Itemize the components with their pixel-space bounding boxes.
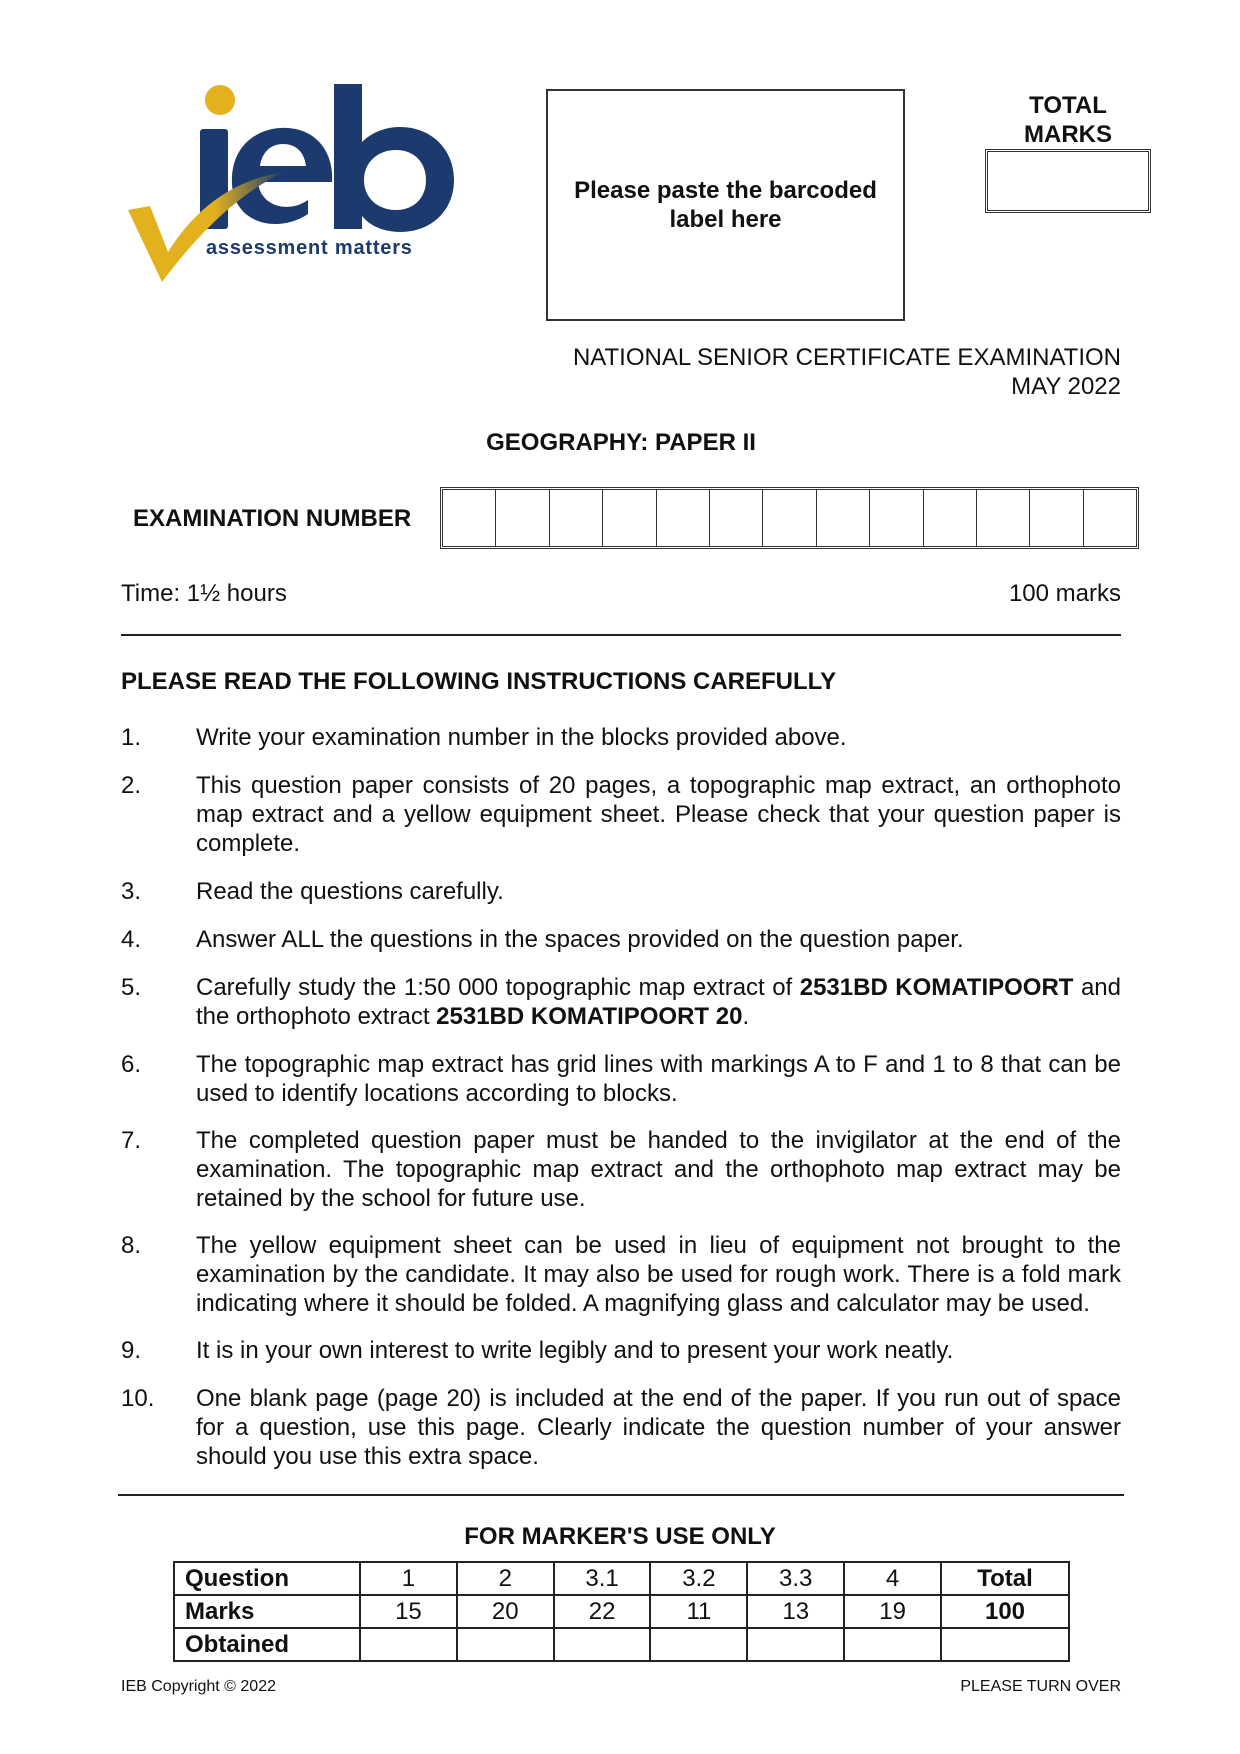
- instruction-number: 4.: [121, 926, 142, 953]
- exam-number-cell[interactable]: [870, 490, 923, 546]
- divider: [118, 1494, 1124, 1496]
- instruction-item: [121, 1336, 1121, 1365]
- marks-cell: 20: [457, 1595, 554, 1628]
- marker-table: [173, 1561, 1070, 1662]
- obtained-cell[interactable]: [457, 1628, 554, 1661]
- logo-b-shape: [334, 84, 454, 232]
- instruction-number: 10.: [121, 1385, 155, 1412]
- question-cell: 4: [844, 1562, 941, 1595]
- logo-e-shape: [232, 128, 332, 224]
- exam-number-label: EXAMINATION NUMBER: [133, 505, 412, 532]
- footer-turn-over: PLEASE TURN OVER: [960, 1678, 1121, 1695]
- instruction-number: 7.: [121, 1127, 142, 1154]
- exam-number-cell[interactable]: [763, 490, 816, 546]
- instruction-item: [121, 1384, 1121, 1471]
- paper-title: GEOGRAPHY: PAPER II: [486, 429, 756, 456]
- time-allowed: Time: 1½ hours: [121, 580, 287, 607]
- marker-use-heading: FOR MARKER'S USE ONLY: [464, 1523, 776, 1550]
- obtained-cell[interactable]: [844, 1628, 941, 1661]
- question-cell-total: Total: [941, 1562, 1069, 1595]
- row-label: Question: [174, 1562, 360, 1595]
- question-row: [174, 1562, 1069, 1595]
- question-cell: 1: [360, 1562, 457, 1595]
- instruction-text: The topographic map extract has grid lines with markings A to F and 1 to 8 that can be used to identify locations according to blocks.: [196, 1051, 1121, 1107]
- instruction-number: 2.: [121, 772, 142, 799]
- instruction-number: 8.: [121, 1232, 142, 1259]
- obtained-cell[interactable]: [650, 1628, 747, 1661]
- instruction-text: It is in your own interest to write legibly and to present your work neatly.: [196, 1337, 954, 1364]
- obtained-row: [174, 1628, 1069, 1661]
- instructions-heading: PLEASE READ THE FOLLOWING INSTRUCTIONS CAREFULLY: [121, 668, 837, 695]
- total-marks-box[interactable]: [985, 149, 1151, 213]
- exam-number-cell[interactable]: [817, 490, 870, 546]
- instruction-item: [121, 877, 1121, 906]
- instruction-text: One blank page (page 20) is included at the end of the paper. If you run out of space for a question, use this page. Clearly indicate the question number of your answer should you use this extra space.: [196, 1385, 1121, 1470]
- total-marks-text: 100 marks: [1008, 580, 1121, 607]
- exam-number-grid: [440, 487, 1139, 549]
- total-marks-label: TOTAL MARKS: [1024, 92, 1112, 148]
- ieb-logo: [128, 84, 488, 314]
- exam-number-cell[interactable]: [1084, 490, 1136, 546]
- exam-number-cell[interactable]: [924, 490, 977, 546]
- instruction-text: This question paper consists of 20 pages, a topographic map extract, an orthophoto map extract and a yellow equipment sheet. Please check that your question paper is complete.: [196, 772, 1121, 857]
- row-label: Marks: [174, 1595, 360, 1628]
- row-label: Obtained: [174, 1628, 360, 1661]
- marks-cell-total: 100: [941, 1595, 1069, 1628]
- exam-number-cell[interactable]: [977, 490, 1030, 546]
- exam-number-cell[interactable]: [443, 490, 496, 546]
- exam-number-cell[interactable]: [710, 490, 763, 546]
- barcode-label-text: Please paste the barcoded label here: [574, 177, 877, 233]
- map-reference-bold: 2531BD KOMATIPOORT: [799, 974, 1074, 1001]
- question-cell: 3.1: [554, 1562, 651, 1595]
- instruction-item: [121, 1126, 1121, 1213]
- obtained-cell-total[interactable]: [941, 1628, 1069, 1661]
- instruction-number: 5.: [121, 974, 142, 1001]
- marks-cell: 11: [650, 1595, 747, 1628]
- exam-number-cell[interactable]: [1030, 490, 1083, 546]
- instruction-text: Read the questions carefully.: [196, 878, 504, 905]
- divider: [121, 634, 1121, 636]
- question-cell: 3.3: [747, 1562, 844, 1595]
- obtained-cell[interactable]: [747, 1628, 844, 1661]
- barcode-label-box: [546, 89, 905, 321]
- exam-number-cell[interactable]: [496, 490, 549, 546]
- instruction-text: Answer ALL the questions in the spaces provided on the question paper.: [196, 926, 964, 953]
- marks-cell: 22: [554, 1595, 651, 1628]
- instruction-item: [121, 1231, 1121, 1318]
- instruction-text: The completed question paper must be handed to the invigilator at the end of the examination. The topographic map extract and the orthophoto map extract may be retained by the school for future use.: [196, 1127, 1121, 1212]
- exam-date: MAY 2022: [1011, 373, 1121, 400]
- instruction-text: Carefully study the 1:50 000 topographic map extract of 2531BD KOMATIPOORT and the orthophoto extract 2531BD KOMATIPOORT 20.: [196, 974, 1121, 1030]
- marks-cell: 15: [360, 1595, 457, 1628]
- question-cell: 3.2: [650, 1562, 747, 1595]
- instruction-text: The yellow equipment sheet can be used in lieu of equipment not brought to the examination by the candidate. It may also be used for rough work. There is a fold mark indicating where it should be folded. A magnifying glass and calculator may be used.: [196, 1232, 1121, 1317]
- instruction-text: Write your examination number in the blocks provided above.: [196, 724, 847, 751]
- marks-row: [174, 1595, 1069, 1628]
- instruction-item: [121, 973, 1121, 1031]
- instruction-item: [121, 771, 1121, 858]
- instruction-item: [121, 1050, 1121, 1108]
- instruction-number: 6.: [121, 1051, 142, 1078]
- logo-tagline: assessment matters: [206, 237, 413, 259]
- obtained-cell[interactable]: [360, 1628, 457, 1661]
- instruction-number: 1.: [121, 724, 142, 751]
- map-reference-bold: 2531BD KOMATIPOORT 20: [436, 1003, 743, 1030]
- logo-wordmark: ieb: [128, 84, 130, 85]
- obtained-cell[interactable]: [554, 1628, 651, 1661]
- logo-dot-shape: [205, 85, 235, 115]
- instruction-number: 9.: [121, 1337, 142, 1364]
- question-cell: 2: [457, 1562, 554, 1595]
- marks-cell: 13: [747, 1595, 844, 1628]
- instruction-number: 3.: [121, 878, 142, 905]
- marks-cell: 19: [844, 1595, 941, 1628]
- instruction-item: [121, 925, 1121, 954]
- exam-number-cell[interactable]: [603, 490, 656, 546]
- exam-number-cell[interactable]: [657, 490, 710, 546]
- exam-number-cell[interactable]: [550, 490, 603, 546]
- instruction-item: [121, 723, 1121, 752]
- footer-copyright: IEB Copyright © 2022: [121, 1678, 276, 1695]
- exam-title: NATIONAL SENIOR CERTIFICATE EXAMINATION: [572, 344, 1121, 371]
